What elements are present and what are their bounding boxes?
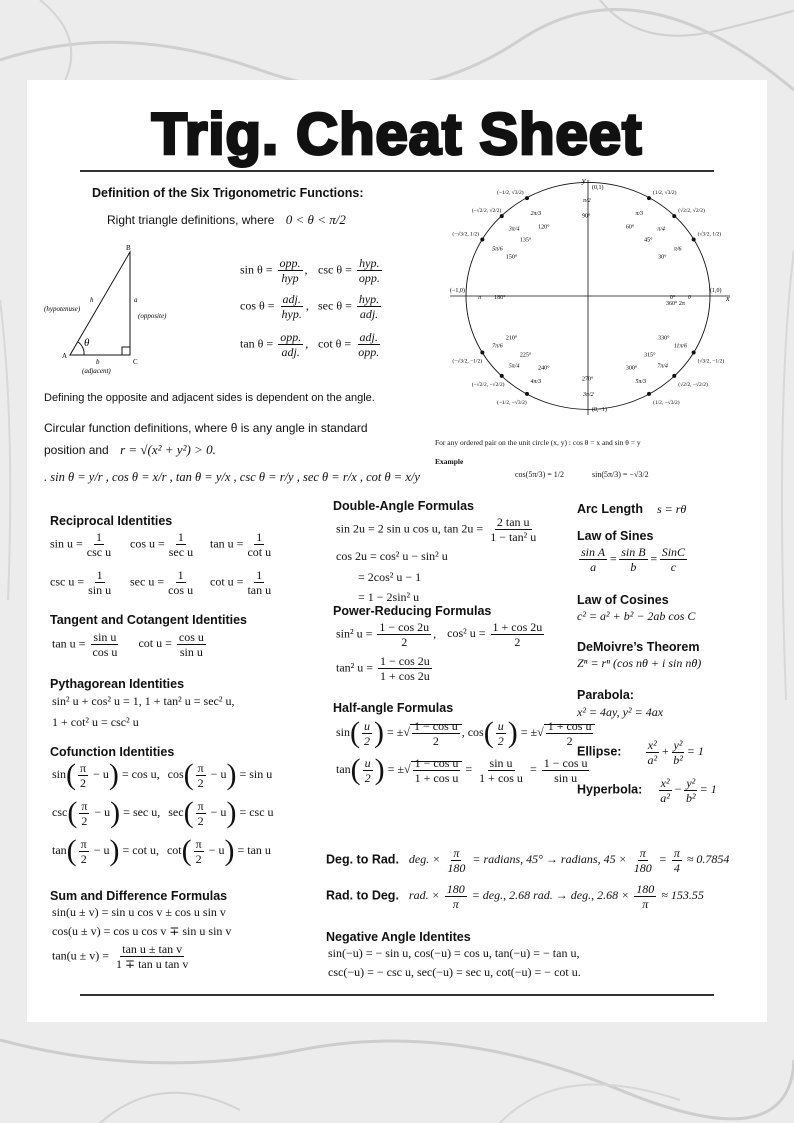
angle-radian-label: 3π/4 — [508, 226, 520, 233]
pythagorean-line2: 1 + cot² u = csc² u — [52, 715, 139, 729]
sin-den: hyp — [281, 271, 299, 285]
reciprocal-identity — [50, 568, 115, 597]
angle-coordinate-label: (1/2, √3/2) — [653, 190, 677, 197]
hyperbola-row: Hyperbola: $\frac{\text{x²}}{\text{a²}}$ − $\frac{\text{y²}}{\text{b²}}$ = 1 — [577, 776, 717, 805]
deg-to-rad-f-num: π — [453, 846, 460, 860]
rad-to-deg-g-den: π — [642, 897, 649, 911]
angle-radian-label: π/3 — [635, 210, 644, 217]
tan-identity-num: sin u — [93, 630, 117, 644]
sin2-num: 1 − cos 2u — [379, 620, 430, 634]
circular-line2-text: position and — [44, 443, 109, 457]
hyperbola-rhs: = 1 — [699, 782, 717, 797]
cofunc-result: = cot u, — [122, 842, 159, 857]
deg-to-rad-c: = — [658, 852, 667, 867]
cot-label: cot θ = — [318, 336, 352, 351]
cot-identity-den: sin u — [179, 645, 203, 659]
unit-circle-point — [525, 392, 529, 396]
right-triangle-intro-text: Right triangle definitions, where — [107, 213, 275, 227]
sum-difference-line3 — [52, 942, 192, 971]
tan2u-num: 2 tan u — [496, 515, 530, 529]
tan2-den: 1 + cos 2u — [380, 669, 430, 683]
angle-radian-label: 4π/3 — [530, 379, 542, 386]
csc-den: opp. — [358, 271, 380, 285]
recip-lhs: csc u = — [50, 574, 85, 589]
unit-circle-example-label: Example — [435, 457, 464, 466]
pythagorean-heading: Pythagorean Identities — [50, 677, 185, 691]
double-angle-line1 — [336, 515, 540, 544]
half-sin-pm: = ± — [387, 724, 404, 739]
sin2-label: sin² u = — [336, 626, 373, 641]
cofunction-row: tan( $\frac{\pi}{2}$ − u) = cot u, cot( $\frac{\pi}{2}$ − u) = tan u — [52, 834, 271, 867]
half-cos-den: 2 — [566, 733, 573, 748]
recip-num: 1 — [96, 568, 103, 582]
page-title: Trig. Cheat Sheet — [151, 102, 643, 167]
angle-coordinate-label: (−√2/2, √2/2) — [471, 208, 502, 215]
cofunction-row: sin( $\frac{\pi}{2}$ − u) = cos u, cos( $\frac{\pi}{2}$ − u) = sin u — [52, 758, 273, 791]
double-angle-line1-text: sin 2u = 2 sin u cos u, tan 2u = — [336, 521, 484, 536]
ratio-sec — [318, 292, 383, 321]
unit-circle-point — [647, 196, 651, 200]
angle-radian-label: π — [478, 295, 482, 301]
recip-lhs: sin u = — [50, 536, 83, 551]
law-of-cosines-formula: c² = a² + b² − 2ab cos C — [577, 609, 696, 623]
sum-difference-line2: cos(u ± v) = cos u cos v ∓ sin u sin v — [52, 924, 232, 938]
tan-sum-num: tan u ± tan v — [122, 942, 183, 956]
recip-den: tan u — [247, 583, 272, 597]
law-of-sines-formula: $\frac{\text{sin A}}{a}$ = $\frac{\text{sin B}}{b}$ = $\frac{\text{SinC}}{c}$ — [581, 545, 686, 574]
cos2-num: 1 + cos 2u — [492, 620, 543, 634]
los-n3: SinC — [661, 545, 686, 559]
reciprocal-heading: Reciprocal Identities — [50, 514, 173, 528]
cos-num: adj. — [282, 292, 301, 306]
tan-sum-label: tan(u ± v) = — [52, 948, 110, 963]
cofunc-result: = tan u — [237, 842, 271, 857]
angle-degree-label: 315° — [644, 352, 656, 359]
definition-note: Defining the opposite and adjacent sides is dependent on the angle. — [44, 392, 375, 404]
right-point-label: (1,0) — [710, 288, 722, 294]
hyperbola-heading: Hyperbola: — [577, 782, 643, 797]
tan-den: adj. — [281, 345, 300, 359]
vertex-b-label: B — [126, 244, 131, 252]
cofunc-fn: cot — [166, 842, 182, 857]
angle-degree-label: 330° — [658, 335, 670, 342]
demoivre-formula: Zⁿ = rⁿ (cos nθ + i sin nθ) — [577, 656, 702, 670]
law-of-sines-heading: Law of Sines — [577, 529, 654, 543]
tan-cot-heading: Tangent and Cotangent Identities — [50, 613, 247, 627]
tan-identity-den: cos u — [92, 645, 118, 659]
angle-degree-label: 120° — [538, 224, 550, 231]
angle-degree-label: 240° — [538, 365, 550, 372]
reciprocal-identity — [210, 568, 275, 597]
pythagorean-line1: sin² u + cos² u = 1, 1 + tan² u = sec² u, — [52, 694, 235, 708]
sin2-den: 2 — [401, 635, 408, 649]
unit-circle-diagram — [440, 175, 740, 420]
half-angle-heading: Half-angle Formulas — [333, 701, 454, 715]
angle-radian-label: 0 — [687, 295, 691, 301]
unit-circle-point — [647, 392, 651, 396]
hyperbola-n1: x² — [660, 776, 670, 790]
right-triangle-intro — [107, 212, 346, 228]
deg-to-rad-f-den: 180 — [447, 861, 466, 875]
recip-den: cot u — [247, 545, 272, 559]
tan-num: opp. — [280, 330, 302, 344]
cot-identity-label: cot u = — [138, 636, 172, 651]
tan-cot-identities — [52, 630, 208, 659]
deg-to-rad-h-den: 4 — [673, 861, 680, 875]
tan-sum-den: 1 ∓ tan u tan v — [116, 957, 189, 971]
arc-length-heading: Arc Length — [577, 502, 643, 516]
half-cos-num: 1 + cos u — [547, 718, 592, 733]
deg-to-rad-b: = radians, 45° → radians, 45 × — [472, 852, 627, 867]
angle-degree-label: 60° — [625, 224, 635, 231]
circular-r-formula: r = √(x² + y²) > 0. — [120, 442, 216, 457]
cot-identity-num: cos u — [178, 630, 204, 644]
half-angle-line2: tan( $\frac{u}{2}$ ) = ±√ $\frac{\text{1 − cos u}}{\text{1 + cos u}}$ = $\frac{\text{sin u}}{\text{1 + cos u}}$ = $\frac{\text{1 − cos u}}{\text{sin u}}$ — [336, 753, 588, 786]
unit-circle-point — [692, 351, 696, 355]
angle-coordinate-label: (−1/2, −√3/2) — [497, 399, 527, 406]
recip-num: 1 — [95, 530, 102, 544]
half-tan-num3: 1 − cos u — [543, 755, 588, 770]
double-angle-line3: = 2cos² u − 1 — [358, 570, 422, 584]
tan-label: tan θ = — [240, 336, 274, 351]
angle-degree-label: 150° — [505, 254, 518, 261]
negative-angle-line1: sin(−u) = − sin u, cos(−u) = cos u, tan(−u) = − tan u, — [328, 946, 580, 960]
unit-circle-point — [480, 238, 484, 242]
cofunc-fn: sin — [52, 766, 67, 781]
angle-coordinate-label: (√2/2, −√2/2) — [678, 381, 708, 388]
csc-num: hyp. — [359, 256, 380, 270]
hyp-letter: h — [90, 296, 94, 304]
negative-angle-line2: csc(−u) = − csc u, sec(−u) = sec u, cot(−u) = − cot u. — [328, 965, 581, 979]
cofunc-result: = sin u — [239, 766, 273, 781]
angle-coordinate-label: (−1/2, √3/2) — [497, 190, 524, 197]
cofunc-result: = csc u — [239, 804, 274, 819]
sum-difference-heading: Sum and Difference Formulas — [50, 889, 228, 903]
ratio-csc — [318, 256, 384, 285]
deg-to-rad-heading: Deg. to Rad. — [326, 852, 399, 867]
angle-degree-label: 225° — [519, 352, 532, 359]
power-reducing-line1: sin² u = $\frac{1 - \cos 2u}{2}$ , cos² u = $\frac{1 + \cos 2u}{2}$ — [336, 620, 543, 649]
deg-to-rad-a: deg. × — [408, 852, 441, 867]
deg-to-rad-g-den: 180 — [633, 861, 652, 875]
cos2-den: 2 — [514, 635, 521, 649]
hyperbola-d1: a² — [660, 791, 670, 805]
arc-length-formula: s = rθ — [656, 502, 687, 516]
half-tan-num2: sin u — [489, 755, 513, 770]
circular-functions: . sin θ = y/r , cos θ = x/r , tan θ = y/x , csc θ = r/y , sec θ = r/x , cot θ = x/y — [44, 470, 420, 484]
arc-length — [577, 500, 686, 518]
tan2-num: 1 − cos 2u — [380, 654, 430, 668]
angle-degree-label: 90° — [582, 213, 591, 220]
ratio-cot — [318, 330, 383, 359]
angle-radian-label: 11π/6 — [673, 343, 688, 350]
unit-circle-point — [672, 214, 676, 218]
sec-den: adj. — [359, 307, 379, 321]
cos-label: cos θ = — [240, 298, 275, 313]
angle-degree-label: 45° — [644, 237, 653, 244]
angle-coordinate-label: (−√3/2, 1/2) — [452, 231, 479, 238]
hyperbola-d2: b² — [686, 791, 696, 805]
recip-lhs: cos u = — [130, 536, 165, 551]
ellipse-n1: x² — [647, 738, 657, 752]
angle-radian-label: 7π/4 — [657, 363, 668, 370]
unit-circle-caption: For any ordered pair on the unit circle (x, y) : cos θ = x and sin θ = y — [435, 438, 641, 447]
reciprocal-identity — [210, 530, 275, 559]
cofunc-result: = cos u, — [121, 766, 160, 781]
unit-circle-point — [525, 196, 529, 200]
rad-to-deg-g-num: 180 — [636, 882, 655, 896]
angle-degree-label: 180° — [494, 295, 506, 301]
ratio-sin: sin θ = $\frac{\text{opp.}}{\text{hyp}}$ , — [240, 256, 308, 285]
angle-coordinate-label: (−√3/2, −1/2) — [452, 358, 483, 365]
sec-label: sec θ = — [318, 298, 352, 313]
los-d1: a — [590, 560, 597, 574]
rad-to-deg-heading: Rad. to Deg. — [326, 888, 399, 903]
deg-to-rad-row — [326, 846, 729, 875]
parabola-heading: Parabola: — [577, 688, 634, 702]
angle-radian-label: 5π/4 — [508, 363, 520, 370]
vertex-c-label: C — [133, 358, 138, 366]
tan2-label: tan² u = — [336, 660, 374, 675]
hypotenuse-label: (hypotenuse) — [44, 305, 81, 313]
angle-radian-label: π/6 — [673, 246, 682, 253]
half-tan-label: tan — [336, 761, 351, 776]
double-angle-heading: Double-Angle Formulas — [333, 499, 474, 513]
angle-radian-label: 2π/3 — [530, 210, 542, 217]
deg-to-rad-g-num: π — [639, 846, 646, 860]
reciprocal-identity — [130, 530, 197, 559]
half-sin-num: 1 − cos u — [413, 718, 458, 733]
sum-difference-line1: sin(u ± v) = sin u cos v ± cos u sin v — [52, 905, 226, 919]
angle-radian-label: π/2 — [583, 197, 591, 204]
half-tan-num1: 1 − cos u — [414, 755, 459, 770]
negative-angle-heading: Negative Angle Identites — [326, 930, 471, 944]
ratio-cos: cos θ = $\frac{\text{adj.}}{\text{hyp.}}$ , — [240, 292, 309, 321]
circular-definition-line1: Circular function definitions, where θ is any angle in standard — [44, 421, 368, 435]
ellipse-row: Ellipse: $\frac{\text{x²}}{\text{a²}}$ + $\frac{\text{y²}}{\text{b²}}$ = 1 — [577, 738, 704, 767]
cot-num: adj. — [359, 330, 378, 344]
theta-label: θ — [84, 337, 90, 349]
ratio-tan: tan θ = $\frac{\text{opp.}}{\text{adj.}}$ , — [240, 330, 309, 359]
csc-label: csc θ = — [318, 262, 352, 277]
rad-to-deg-f-num: 180 — [446, 882, 465, 896]
cofunc-fn: sec — [168, 804, 184, 819]
power-reducing-line2 — [336, 654, 434, 683]
half-sin-label: sin — [336, 724, 351, 739]
ellipse-d2: b² — [673, 753, 683, 767]
unit-circle-point — [480, 351, 484, 355]
cofunc-result: = sec u, — [123, 804, 161, 819]
cofunction-heading: Cofunction Identities — [50, 745, 175, 759]
x-axis-label: x — [726, 294, 730, 303]
los-d2: b — [630, 560, 637, 574]
right-triangle-condition: 0 < θ < π/2 — [285, 212, 346, 227]
angle-degree-label: 210° — [505, 335, 518, 342]
angle-radian-label: 5π/3 — [635, 379, 647, 386]
half-tan-den1: 1 + cos u — [414, 770, 459, 785]
recip-num: 1 — [177, 530, 184, 544]
recip-num: 1 — [177, 568, 184, 582]
half-cos-pm: = ± — [520, 724, 538, 739]
angle-degree-label: 300° — [625, 365, 638, 372]
deg-to-rad-h-num: π — [673, 846, 680, 860]
angle-radian-label: 3π/2 — [583, 392, 594, 399]
angle-degree-label: 135° — [519, 237, 532, 244]
title-underline — [80, 170, 714, 172]
recip-den: sin u — [88, 583, 112, 597]
ellipse-rhs: = 1 — [686, 744, 704, 759]
right-triangle-diagram — [40, 240, 180, 380]
recip-lhs: tan u = — [210, 536, 244, 551]
ellipse-d1: a² — [647, 753, 658, 767]
angle-coordinate-label: (−√2/2, −√2/2) — [471, 381, 505, 388]
angle-coordinate-label: (√2/2, √2/2) — [678, 208, 705, 215]
cofunction-row: csc( $\frac{\pi}{2}$ − u) = sec u, sec( $\frac{\pi}{2}$ − u) = csc u — [52, 796, 274, 829]
bottom-rule — [80, 994, 714, 996]
top-point-label: (0,1) — [592, 185, 604, 191]
tan-identity-label: tan u = — [52, 636, 86, 651]
definition-heading: Definition of the Six Trigonometric Functions: — [92, 186, 364, 200]
left-point-label: (−1,0) — [450, 288, 465, 294]
rad-to-deg-f-den: π — [452, 897, 459, 911]
cos2-label: cos² u = — [447, 626, 486, 641]
hyperbola-n2: y² — [686, 776, 696, 790]
unit-circle-point — [672, 374, 676, 378]
recip-den: sec u — [168, 545, 194, 559]
cot-den: opp. — [358, 345, 380, 359]
recip-lhs: sec u = — [130, 574, 165, 589]
opposite-label: (opposite) — [138, 312, 167, 320]
sin-num: opp. — [279, 256, 301, 270]
bottom-point-label: (0,−1) — [592, 407, 607, 413]
cofunc-fn: csc — [52, 804, 68, 819]
half-tan-pm: = ± — [387, 761, 405, 776]
y-axis-label: y — [582, 176, 586, 185]
double-angle-line2: cos 2u = cos² u − sin² u — [336, 549, 448, 563]
deg-to-rad-d: ≈ 0.7854 — [686, 852, 730, 867]
reciprocal-identity — [50, 530, 115, 559]
reciprocal-identity — [130, 568, 197, 597]
recip-den: csc u — [86, 545, 112, 559]
sec-num: hyp. — [358, 292, 380, 306]
angle-radian-label: π/4 — [657, 226, 665, 233]
recip-lhs: cot u = — [210, 574, 244, 589]
angle-degree-label: 270° — [582, 376, 594, 383]
half-cos-label: cos — [467, 724, 484, 739]
double-angle-line4: = 1 − 2sin² u — [358, 590, 420, 604]
rad-to-deg-b: = deg., 2.68 rad. → deg., 2.68 × — [471, 888, 630, 903]
los-d3: c — [670, 560, 677, 574]
unit-circle-point — [500, 374, 504, 378]
angle-coordinate-label: (√3/2, 1/2) — [697, 231, 722, 238]
adjacent-label: (adjacent) — [82, 367, 111, 375]
tan2u-den: 1 − tan² u — [490, 530, 537, 544]
unit-circle-point — [500, 214, 504, 218]
angle-coordinate-label: (√3/2, −1/2) — [697, 358, 725, 365]
power-reducing-heading: Power-Reducing Formulas — [333, 604, 492, 618]
unit-circle-example-2: sin(5π/3) = −√3/2 — [592, 470, 649, 479]
half-sin-den: 2 — [432, 733, 439, 748]
adj-letter: b — [96, 358, 100, 366]
half-tan-den2: 1 + cos u — [479, 770, 523, 785]
parabola-formula: x² = 4ay, y² = 4ax — [577, 705, 664, 719]
sin-label: sin θ = — [240, 262, 273, 277]
los-n1: sin A — [581, 545, 606, 559]
law-of-cosines-heading: Law of Cosines — [577, 593, 669, 607]
unit-circle-example-1: cos(5π/3) = 1/2 — [515, 470, 564, 479]
angle-360-label: 360° 2π — [666, 301, 685, 307]
unit-circle-point — [692, 238, 696, 242]
demoivre-heading: DeMoivre’s Theorem — [577, 640, 700, 654]
recip-num: 1 — [256, 568, 263, 582]
opp-letter: a — [134, 296, 138, 304]
ellipse-heading: Ellipse: — [577, 744, 622, 759]
ellipse-n2: y² — [673, 738, 683, 752]
half-tan-den3: sin u — [554, 770, 578, 785]
angle-degree-label: 0° — [669, 295, 676, 301]
cofunc-fn: tan — [52, 842, 67, 857]
circular-definition-line2 — [44, 442, 216, 458]
recip-den: cos u — [168, 583, 194, 597]
half-angle-line1: sin( $\frac{u}{2}$ ) = ±√ $\frac{\text{1 − cos u}}{2}$ , cos( $\frac{u}{2}$ ) = ±√ $\frac{\text{1 + cos u}}{2}$ — [336, 718, 595, 748]
angle-coordinate-label: (1/2, −√3/2) — [653, 399, 680, 406]
cos-den: hyp. — [281, 307, 302, 321]
angle-degree-label: 30° — [658, 254, 667, 261]
rad-to-deg-a: rad. × — [408, 888, 440, 903]
rad-to-deg-row — [326, 882, 704, 911]
vertex-a-label: A — [62, 352, 68, 360]
angle-radian-label: 7π/6 — [492, 343, 503, 350]
los-n2: sin B — [621, 545, 646, 559]
rad-to-deg-c: ≈ 153.55 — [661, 888, 704, 903]
recip-num: 1 — [256, 530, 263, 544]
cofunc-fn: cos — [167, 766, 184, 781]
angle-radian-label: 5π/6 — [492, 246, 503, 253]
